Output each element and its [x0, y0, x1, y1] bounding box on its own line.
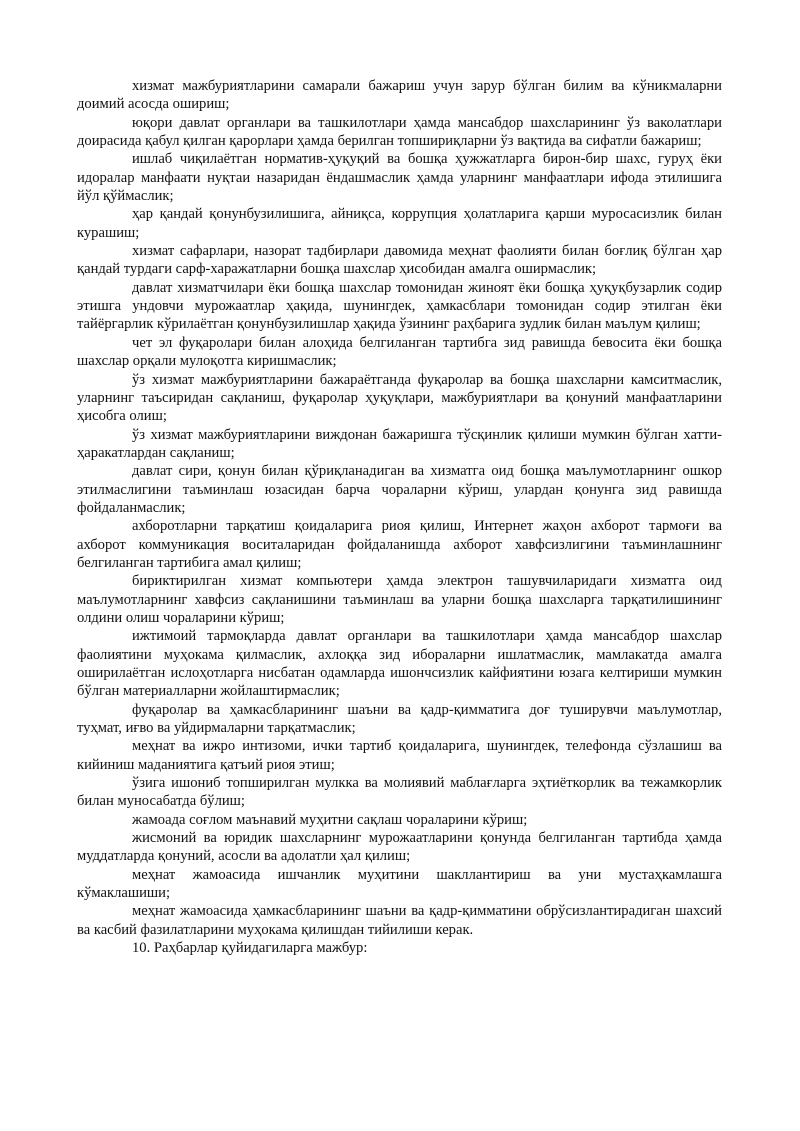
- paragraph-9: ўз хизмат мажбуриятларини виждонан бажаришга тўсқинлик қилиши мумкин бўлган хатти-ҳаракатлардан сақланиш;: [77, 426, 722, 461]
- paragraph-13: ижтимоий тармоқларда давлат органлари ва ташкилотлари ҳамда мансабдор шахслар фаолиятини муҳокама қилмаслик, ахлоққа зид ибораларни ишлатмаслик, мамлакатда амалга оширилаётган ислоҳотларга нисбатан одамларда ишончсизлик кайфиятини юзага келтириши мумкин бўлган материалларни жойлаштирмаслик;: [77, 628, 722, 700]
- paragraph-4: ҳар қандай қонунбузилишига, айниқса, коррупция ҳолатларига қарши муросасизлик билан курашиш;: [77, 206, 722, 241]
- paragraph-20: меҳнат жамоасида ҳамкасбларининг шаъни ва қадр-қимматини обрўсизлантирадиган шахсий ва касбий фазилатларини муҳокама қилишдан тийилиши керак.: [77, 903, 722, 938]
- paragraph-3: ишлаб чиқилаётган норматив-ҳуқуқий ва бошқа ҳужжатларга бирон-бир шахс, гуруҳ ёки идоралар манфаати нуқтаи назаридан ёндашмаслик ҳамда уларнинг манфаатлари ифода этилишига йўл қўймаслик;: [77, 151, 722, 205]
- paragraph-5: хизмат сафарлари, назорат тадбирлари давомида меҳнат фаолияти билан боғлиқ бўлган ҳар қандай турдаги сарф-харажатларни бошқа шахслар ҳисобидан амалга оширмаслик;: [77, 243, 722, 278]
- paragraph-10: давлат сири, қонун билан қўриқланадиган ва хизматга оид бошқа маълумотларнинг ошкор этилмаслигини таъминлаш юзасидан барча чораларни кўриш, улардан қонунга зид равишда фойдаланмаслик;: [77, 463, 722, 516]
- paragraph-14: фуқаролар ва ҳамкасбларининг шаъни ва қадр-қимматига доғ туширувчи маълумотлар, туҳмат, иғво ва уйдирмаларни тарқатмаслик;: [77, 701, 722, 737]
- paragraph-19: меҳнат жамоасида ишчанлик муҳитини шакллантириш ва уни мустаҳкамлашга кўмаклашиши;: [77, 866, 722, 902]
- paragraph-7: чет эл фуқаролари билан алоҳида белгиланган тартибга зид равишда бевосита ёки бошқа шахслар орқали мулоқотга киришмаслик;: [77, 334, 722, 370]
- section-heading-10: 10. Раҳбарлар қуйидагиларга мажбур:: [132, 940, 368, 957]
- document-page: [77, 77, 722, 958]
- paragraph-11: ахборотларни тарқатиш қоидаларига риоя қилиш, Интернет жаҳон ахборот тармоғи ва ахборот коммуникация воситаларидан фойдаланишда ахборот хавфсизлигини таъминлашнинг белгиланган тартибига амал қилиш;: [77, 518, 722, 571]
- paragraph-8: ўз хизмат мажбуриятларини бажараётганда фуқаролар ва бошқа шахсларни камситмаслик, уларнинг таъсиридан сақланиш, фуқаролар ҳуқуқлари, мажбуриятлари ва қонуний манфаатларини ҳисобга олиш;: [77, 371, 722, 425]
- paragraph-18: жисмоний ва юридик шахсларнинг мурожаатларини қонунда белгиланган тартибда ҳамда муддатларда қонуний, асосли ва адолатли ҳал қилиш;: [77, 830, 722, 865]
- paragraph-15: меҳнат ва ижро интизоми, ички тартиб қоидаларига, шунингдек, телефонда сўзлашиш ва кийиниш маданиятига қатъий риоя этиш;: [77, 738, 722, 773]
- paragraph-2: юқори давлат органлари ва ташкилотлари ҳамда мансабдор шахсларининг ўз ваколатлари доирасида қабул қилган қарорлари ҳамда берилган топшириқларни ўз вақтида ва сифатли бажариш;: [77, 114, 722, 150]
- paragraph-16: ўзига ишониб топширилган мулкка ва молиявий маблағларга эҳтиёткорлик ва тежамкорлик билан муносабатда бўлиш;: [77, 775, 722, 810]
- paragraph-12: бириктирилган хизмат компьютери ҳамда электрон ташувчиларидаги хизматга оид маълумотларнинг хавфсиз сақланишини таъминлаш ва уларни бошқа шахсларга тарқатилишининг олдини олиш чораларини кўриш;: [77, 573, 722, 626]
- paragraph-17: жамоада соғлом маънавий муҳитни сақлаш чораларини кўриш;: [132, 811, 528, 828]
- paragraph-1: хизмат мажбуриятларини самарали бажариш учун зарур бўлган билим ва кўникмаларни доимий асосда ошириш;: [77, 78, 722, 113]
- paragraph-6: давлат хизматчилари ёки бошқа шахслар томонидан жиноят ёки бошқа ҳуқуқбузарлик содир этишга ундовчи мурожаатлар ҳақида, шунингдек, ҳамкасблари томонидан содир этилган ёки тайёргарлик кўрилаётган қонунбузилишлар ҳақида ўзининг раҳбарига зудлик билан маълум қилиш;: [77, 279, 722, 333]
